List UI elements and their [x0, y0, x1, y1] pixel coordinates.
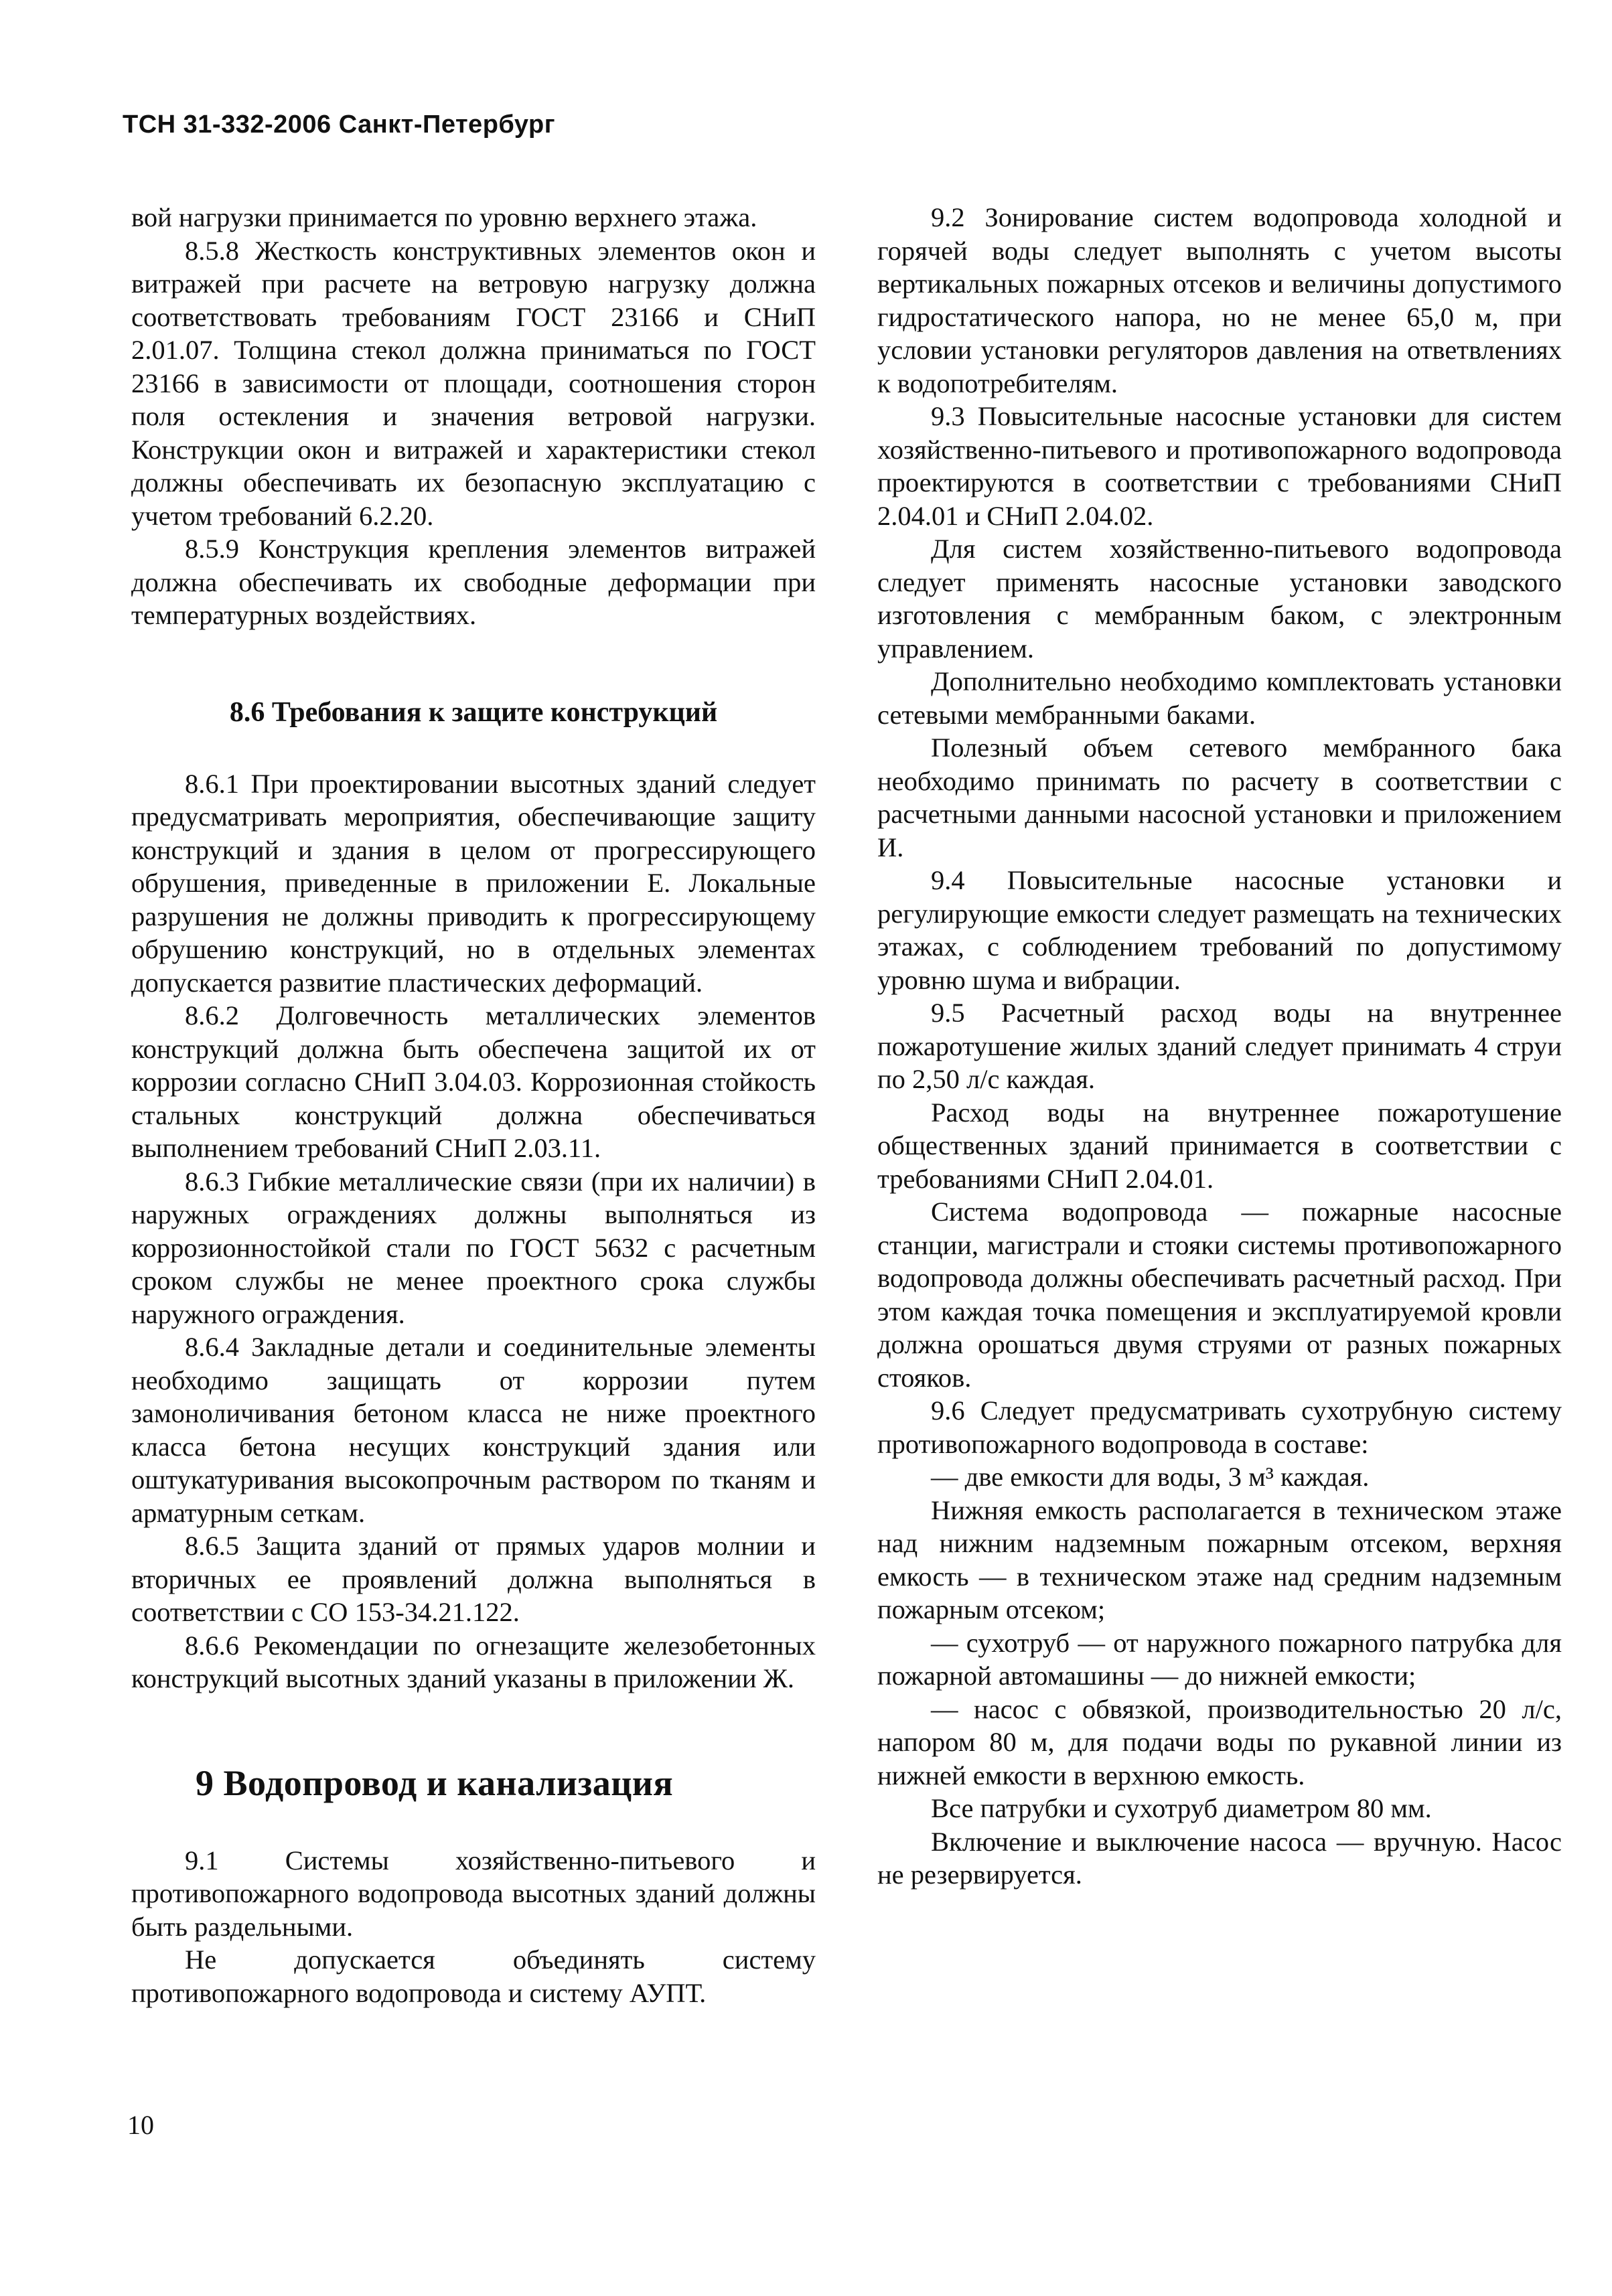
paragraph-8-6-5: 8.6.5 Защита зданий от прямых ударов молнии и вторичных ее проявлений должна выполняться в соответствии с СО 153-34.21.122. [131, 1531, 816, 1627]
paragraph-9-1-b: Не допускается объединять систему противопожарного водопровода и систему АУПТ. [131, 1944, 816, 2008]
section-heading-8-6: 8.6 Требования к защите конструкций [229, 696, 718, 728]
paragraph-9-2: 9.2 Зонирование систем водопровода холодной и горячей воды следует выполнять с учетом высоты вертикальных пожарных отсеков и величины допустимого гидростатического напора, но не менее 65,0 м, при условии установки регуляторов давления на ответвлениях к водопотребителям. [877, 202, 1562, 398]
paragraph-9-4: 9.4 Повысительные насосные установки и регулирующие емкости следует размещать на технических этажах, с соблюдением требований по допустимому уровню шума и вибрации. [877, 865, 1562, 995]
document-header: ТСН 31-332-2006 Санкт-Петербург [123, 110, 556, 139]
paragraph-8-5-9: 8.5.9 Конструкция крепления элементов витражей должна обеспечивать их свободные деформации при температурных воздействиях. [131, 534, 816, 630]
right-column [877, 201, 1562, 1892]
paragraph-8-6-1: 8.6.1 При проектировании высотных зданий следует предусматривать мероприятия, обеспечивающие защиту конструкций и здания в целом от прогрессирующего обрушения, приведенные в приложении Е. Локальные разрушения не должны приводить к прогрессирующему обрушению конструкций, но в отдельных элементах допускается развитие пластических деформаций. [131, 768, 816, 998]
paragraph-8-6-2: 8.6.2 Долговечность металлических элементов конструкций должна быть обеспечена защитой их от коррозии согласно СНиП 3.04.03. Коррозионная стойкость стальных конструкций должна обеспечиваться выполнением требований СНиП 2.03.11. [131, 1000, 816, 1163]
paragraph-9-6: 9.6 Следует предусматривать сухотрубную систему противопожарного водопровода в составе: [877, 1395, 1562, 1459]
paragraph-9-5-c: Система водопровода — пожарные насосные станции, магистрали и стояки системы противопожарного водопровода должны обеспечивать расчетный расход. При этом каждая точка помещения и эксплуатируемой кровли должна орошаться двумя струями от разных пожарных стояков. [877, 1197, 1562, 1393]
left-column [131, 201, 816, 2009]
paragraph-9-3: 9.3 Повысительные насосные установки для систем хозяйственно-питьевого и противопожарного водопровода проектируются в соответствии с требованиями СНиП 2.04.01 и СНиП 2.04.02. [877, 401, 1562, 531]
paragraph-9-3-b: Для систем хозяйственно-питьевого водопровода следует применять насосные установки заводского изготовления с мембранным баком, с электронным управлением. [877, 534, 1562, 664]
paragraph-9-6-tanks-detail: Нижняя емкость располагается в техническом этаже над нижним надземным пожарным отсеком, верхняя емкость — в техническом этаже над средним надземным пожарным отсеком; [877, 1495, 1562, 1624]
paragraph-8-6-4: 8.6.4 Закладные детали и соединительные элементы необходимо защищать от коррозии путем замоноличивания бетоном класса не ниже проектного класса бетона несущих конструкций здания или оштукатуривания высокопрочным раствором по тканям и арматурным сеткам. [131, 1332, 816, 1528]
paragraph-9-5: 9.5 Расчетный расход воды на внутреннее пожаротушение жилых зданий следует принимать 4 струи по 2,50 л/с каждая. [877, 998, 1562, 1094]
list-item-pump: — насос с обвязкой, производительностью 20 л/с, напором 80 м, для подачи воды по рукавной линии из нижней емкости в верхнюю емкость. [877, 1693, 1562, 1790]
paragraph-8-6-3: 8.6.3 Гибкие металлические связи (при их наличии) в наружных ограждениях должны выполняться из коррозионностойкой стали по ГОСТ 5632 с расчетным сроком службы не менее проектного срока службы наружного ограждения. [131, 1166, 816, 1329]
paragraph-9-5-b: Расход воды на внутреннее пожаротушение общественных зданий принимается в соответствии с требованиями СНиП 2.04.01. [877, 1097, 1562, 1194]
paragraph-8-6-6: 8.6.6 Рекомендации по огнезащите железобетонных конструкций высотных зданий указаны в приложении Ж. [131, 1630, 816, 1693]
paragraph-8-5-8: 8.5.8 Жесткость конструктивных элементов окон и витражей при расчете на ветровую нагрузку должна соответствовать требованиям ГОСТ 23166 и СНиП 2.01.07. Толщина стекол должна приниматься по ГОСТ 23166 в зависимости от площади, соотношения сторон поля остекления и значения ветровой нагрузки. Конструкции окон и витражей и характеристики стекол должны обеспечивать их безопасную эксплуатацию с учетом требований 6.2.20. [131, 235, 816, 531]
paragraph-intro: вой нагрузки принимается по уровню верхнего этажа. [131, 202, 757, 232]
paragraph-9-1: 9.1 Системы хозяйственно-питьевого и противопожарного водопровода высотных зданий должны быть раздельными. [131, 1845, 816, 1942]
list-item-tanks: — две емкости для воды, 3 м³ каждая. [931, 1462, 1370, 1492]
list-item-dry-pipe: — сухотруб — от наружного пожарного патрубка для пожарной автомашины — до нижней емкости; [877, 1627, 1562, 1691]
page-number: 10 [127, 2110, 154, 2140]
paragraph-9-6-b: Все патрубки и сухотруб диаметром 80 мм. [931, 1793, 1432, 1823]
paragraph-9-3-c: Дополнительно необходимо комплектовать установки сетевыми мембранными баками. [877, 666, 1562, 730]
paragraph-9-3-d: Полезный объем сетевого мембранного бака необходимо принимать по расчету в соответствии с расчетными данными насосной установки и приложением И. [877, 733, 1562, 862]
chapter-heading-9: 9 Водопровод и канализация [196, 1762, 674, 1803]
paragraph-9-6-c: Включение и выключение насоса — вручную. Насос не резервируется. [877, 1826, 1562, 1890]
